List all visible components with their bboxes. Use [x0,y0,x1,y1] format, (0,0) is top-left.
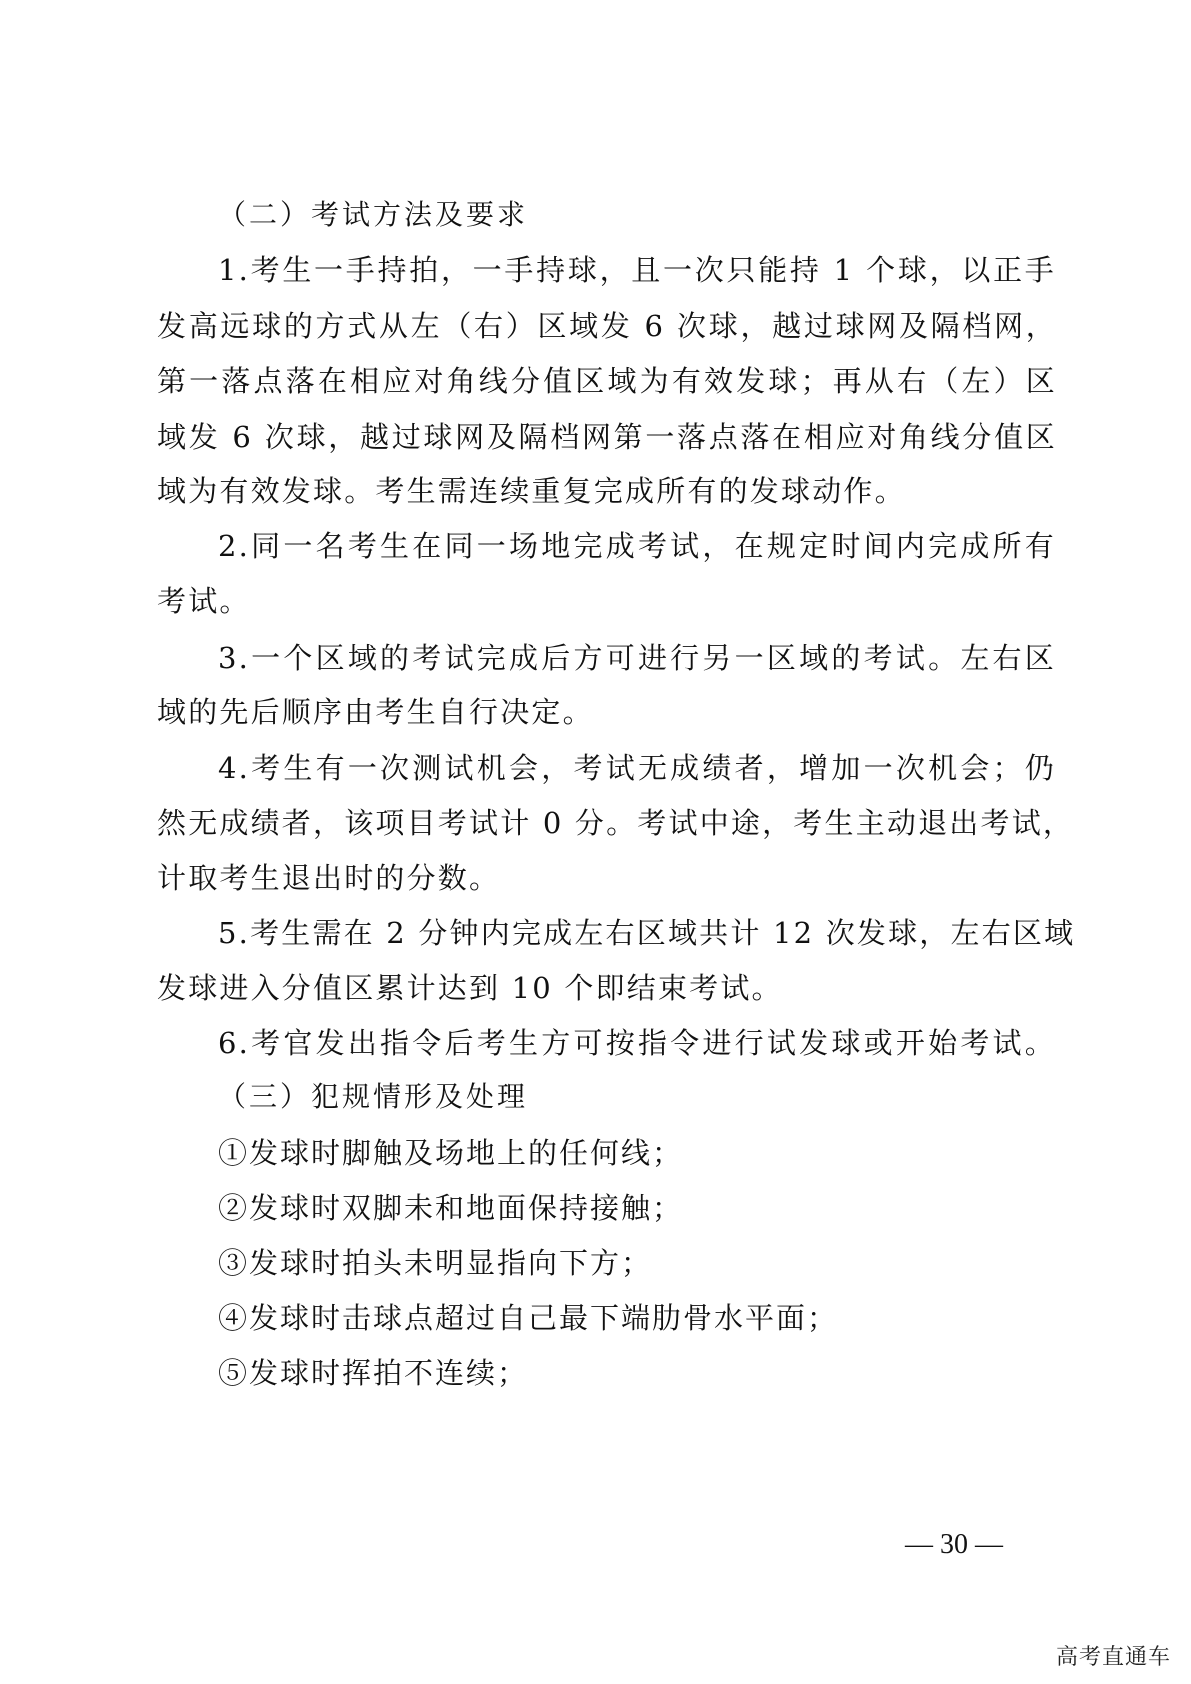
paragraph-5-line-1: 5.考生需在 2 分钟内完成左右区域共计 12 次发球，左右区域 [218,916,1076,950]
paragraph-4-line-1: 4.考生有一次测试机会，考试无成绩者，增加一次机会；仍 [218,751,1056,785]
section-heading-violations: （三）犯规情形及处理 [218,1080,529,1113]
paragraph-2-line-1: 2.同一名考生在同一场地完成考试，在规定时间内完成所有 [218,529,1056,563]
violation-item-4: ④发球时击球点超过自己最下端肋骨水平面； [218,1301,839,1335]
paragraph-4-line-2: 然无成绩者，该项目考试计 0 分。考试中途，考生主动退出考试， [157,806,1075,840]
paragraph-4-line-3: 计取考生退出时的分数。 [157,861,501,895]
paragraph-1-line-5: 域为有效发球。考生需连续重复完成所有的发球动作。 [157,474,906,508]
watermark-text: 高考直通车 [1055,1645,1171,1670]
violation-item-1: ①发球时脚触及场地上的任何线； [218,1136,684,1170]
paragraph-5-line-2: 发球进入分值区累计达到 10 个即结束考试。 [157,971,783,1005]
paragraph-3-line-2: 域的先后顺序由考生自行决定。 [157,695,594,729]
paragraph-6-line-1: 6.考官发出指令后考生方可按指令进行试发球或开始考试。 [218,1026,1056,1060]
violation-item-5: ⑤发球时挥拍不连续； [218,1356,529,1390]
page-number: — 30 — [905,1529,1003,1560]
violation-item-2: ②发球时双脚未和地面保持接触； [218,1191,684,1225]
violation-item-3: ③发球时拍头未明显指向下方； [218,1246,653,1280]
paragraph-1-line-4: 域发 6 次球，越过球网及隔档网第一落点落在相应对角线分值区 [157,420,1057,454]
section-heading-method: （二）考试方法及要求 [218,198,529,231]
paragraph-1-line-2: 发高远球的方式从左（右）区域发 6 次球，越过球网及隔档网， [157,309,1057,343]
paragraph-1-line-3: 第一落点落在相应对角线分值区域为有效发球；再从右（左）区 [157,364,1057,398]
paragraph-1-line-1: 1.考生一手持拍，一手持球，且一次只能持 1 个球，以正手 [218,253,1056,287]
paragraph-2-line-2: 考试。 [157,584,251,618]
paragraph-3-line-1: 3.一个区域的考试完成后方可进行另一区域的考试。左右区 [218,641,1056,675]
